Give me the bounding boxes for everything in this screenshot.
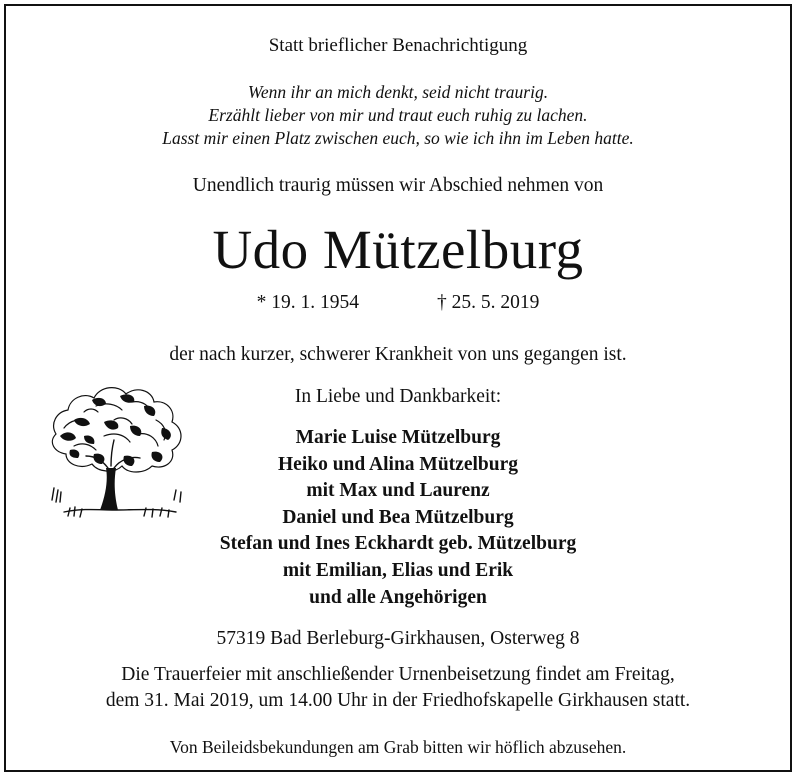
mourner-line: mit Max und Laurenz [306, 480, 490, 502]
mourner-line: Heiko und Alina Mützelburg [278, 453, 518, 475]
illness-text: der nach kurzer, schwerer Krankheit von uns gegangen ist. [169, 344, 627, 365]
poem-line: Lasst mir einen Platz zwischen euch, so wie ich ihn im Leben hatte. [162, 128, 634, 148]
mourner-line: mit Emilian, Elias und Erik [282, 559, 514, 581]
birth-date: * 19. 1. 1954 [256, 292, 359, 313]
dedication: In Liebe und Dankbarkeit: [294, 386, 502, 407]
poem-line: Erzählt lieber von mir und traut euch ruhig zu lachen. [208, 105, 588, 125]
mourner-line: Daniel und Bea Mützelburg [282, 506, 514, 528]
life-dates [6, 292, 790, 314]
ceremony-line: dem 31. Mai 2019, um 14.00 Uhr in der Friedhofskapelle Girkhausen statt. [105, 689, 691, 711]
intro-text: Unendlich traurig müssen wir Abschied nehmen von [192, 175, 604, 196]
obituary-notice [4, 4, 792, 772]
condolence-note: Von Beileidsbekundungen am Grab bitten wir höflich abzusehen. [169, 737, 627, 757]
mourner-line: Stefan und Ines Eckhardt geb. Mützelburg [219, 533, 577, 555]
death-date: † 25. 5. 2019 [437, 292, 540, 313]
mourners-list [6, 425, 790, 611]
mourner-line: und alle Angehörigen [309, 586, 487, 608]
notice-header: Statt brieflicher Benachrichtigung [268, 35, 528, 56]
poem [6, 81, 790, 150]
ceremony-line: Die Trauerfeier mit anschließender Urnenbeisetzung findet am Freitag, [121, 664, 675, 685]
ceremony-info [6, 662, 790, 713]
address: 57319 Bad Berleburg-Girkhausen, Osterweg 8 [216, 628, 580, 649]
deceased-name: Udo Mützelburg [212, 219, 584, 280]
mourner-line: Marie Luise Mützelburg [295, 427, 501, 448]
poem-line: Wenn ihr an mich denkt, seid nicht traurig. [247, 82, 549, 102]
